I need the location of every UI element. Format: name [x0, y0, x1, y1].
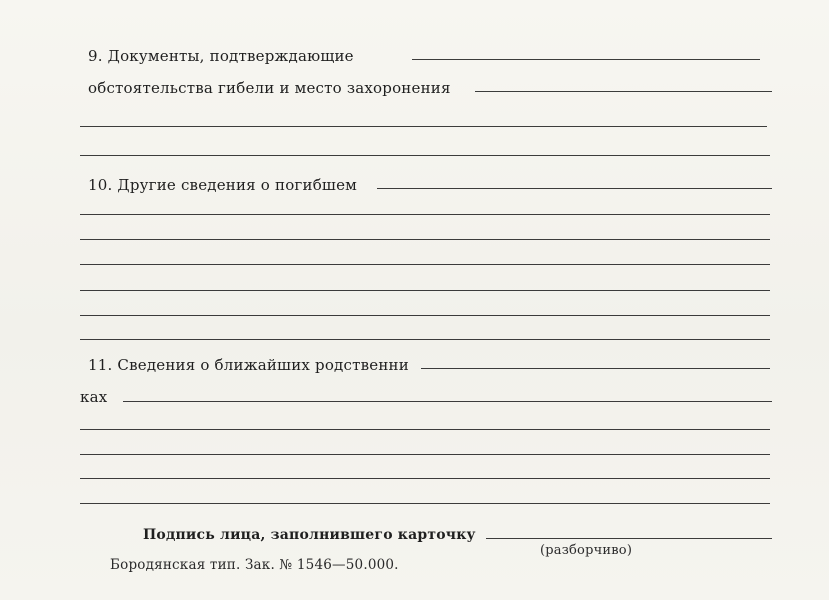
- fill-line-item-10-3[interactable]: [80, 239, 770, 240]
- fill-line-item-11-2[interactable]: [123, 401, 772, 402]
- fill-line-item-9-4[interactable]: [80, 155, 770, 156]
- fill-line-item-9-1[interactable]: [412, 59, 760, 60]
- fill-line-item-10-2[interactable]: [80, 214, 770, 215]
- signature-label: Подпись лица, заполнившего карточку: [143, 527, 476, 543]
- fill-line-item-11-4[interactable]: [80, 454, 770, 455]
- fill-line-item-10-1[interactable]: [377, 188, 772, 189]
- signature-hint: (разборчиво): [540, 543, 633, 558]
- fill-line-item-9-2[interactable]: [475, 91, 772, 92]
- printer-imprint: Бородянская тип. Зак. № 1546—50.000.: [110, 557, 399, 573]
- fill-line-item-9-3[interactable]: [80, 126, 767, 127]
- item-11-relatives-line-2: ках: [80, 388, 108, 406]
- fill-line-item-10-6[interactable]: [80, 315, 770, 316]
- fill-line-item-10-7[interactable]: [80, 339, 770, 340]
- fill-line-item-10-4[interactable]: [80, 264, 770, 265]
- item-9-documents-line-2: обстоятельства гибели и место захоронения: [88, 79, 451, 97]
- fill-line-item-11-6[interactable]: [80, 503, 770, 504]
- item-9-documents-line-1: 9. Документы, подтверждающие: [88, 47, 354, 65]
- item-10-other-info: 10. Другие сведения о погибшем: [88, 176, 358, 194]
- fill-line-item-11-3[interactable]: [80, 429, 770, 430]
- fill-line-item-11-1[interactable]: [421, 368, 770, 369]
- signature-fill-line[interactable]: [486, 538, 772, 539]
- fill-line-item-11-5[interactable]: [80, 478, 770, 479]
- item-11-relatives-line-1: 11. Сведения о ближайших родственни: [88, 356, 409, 374]
- fill-line-item-10-5[interactable]: [80, 290, 770, 291]
